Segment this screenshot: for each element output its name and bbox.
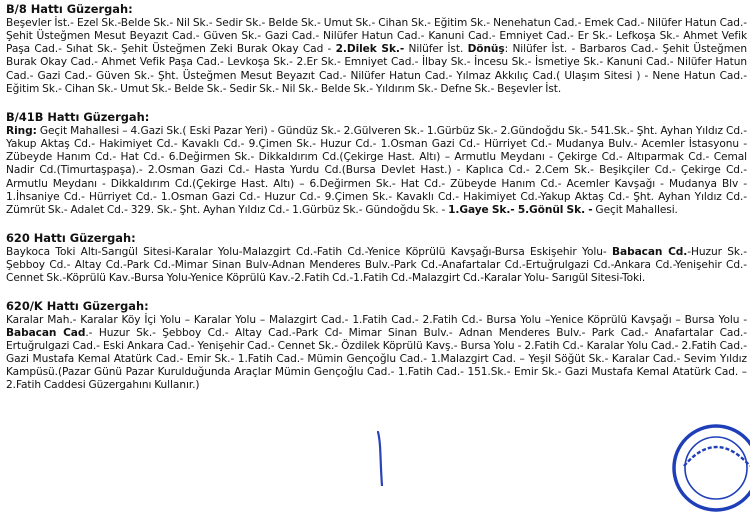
pen-mark [374, 428, 390, 486]
official-stamp [670, 422, 750, 514]
route-text: .- Huzur Sk.- Şebboy Cd.- Altay Cad.-Park Cd- Mimar Sinan Bulv.- Adnan Menderes Bulv.- Park Cad.- Anafartalar Cad.- Ertuğrulgazi Cad.- Eski Ankara Cad.- Yenişehir Cad.- Cennet Sk.- Özdilek Köprülü Kavş.- Bursa Yolu - 2.Fatih Cd.- Karalar Yolu Cad.- 2.Fatih Cad.- Gazi Mustafa Kemal Atatürk Cad.- Emir Sk.- 1.Fatih Cad.- Mümin Gençoğlu Cad.- 1.Malazgirt Cad. – Yeşil Söğüt Sk.- Karalar Cad.- Sevim Yıldız Kampüsü.(Pazar Günü Pazar Kurulduğunda Araçlar Mümin Gençoğlu Cad.- 1.Fatih Cad.- 151.Sk.- Emir Sk.- Gazi Mustafa Kemal Atatürk Cad. – 2.Fatih Caddesi Güzergahını Kullanır.) [6, 326, 747, 392]
ring-label: Ring: [6, 124, 37, 137]
route-section-620k [6, 299, 747, 393]
route-text: : Nilüfer İst. - Barbaros Cad.- Şehit Üsteğmen Burak Okay Cad.- Ahmet Vefik Paşa Cad.- Levkoşa Sk.- 2.Er Sk.- Emniyet Cad.- İlbay Sk.- İncesu Sk.- İsmetiye Sk.- Kanuni Cad.- Nilüfer Hatun Cad.- Gazi Cad.- Güven Sk.- Şht. Üsteğmen Mesut Beyazıt Cad.- Nilüfer Hatun Cad.- Yılmaz Akkılıç Cad.( Ulaşım Sitesi ) - Nene Hatun Cad.- Eğitim Sk.- Cihan Sk.- Umut Sk.- Belde Sk.- Sedir Sk.- Nil Sk.- Belde Sk.- Yıldırım Sk.- Defne Sk.- Beşevler İst. [6, 43, 748, 95]
route-section-b41b [6, 110, 747, 217]
route-highlight: 1.Gaye Sk.- 5.Gönül Sk. - [448, 203, 593, 216]
route-description [6, 246, 747, 285]
route-text: Beşevler İst.- Ezel Sk.-Belde Sk.- Nil Sk.- Sedir Sk.- Belde Sk.- Umut Sk.- Cihan Sk.- Eğitim Sk.- Nenehatun Cad.- Emek Cad.- Nilüfer Hatun Cad.- Şehit Üsteğmen Mesut Beyazıt Cad.- Güven Sk.- Gazi Cad.- Nilüfer Hatun Cad.- Kanuni Cad.- Emniyet Cad.- Er Sk.- Lefkoşa Sk.- Ahmet Vefik Paşa Cad.- Sıhat Sk.- Şehit Üsteğmen Zeki Burak Okay Cad - [6, 17, 747, 56]
route-text: -Huzur Sk.-Şebboy Cd.- Altay Cd.-Park Cd.-Mimar Sinan Bulv-Adnan Menderes Bulv.-Park Cd.-Anafartalar Cd.-Ertuğrulgazi Cd.-Ankara Cd.-Yenişehir Cd.-Cennet Sk.-Köprülü Kav.-Bursa Yolu-Yenice Köprülü Kav.-2.Fatih Cd.-1.Fatih Cd.-Malazgirt Cd.-Karalar Yolu- Sarıgül Sitesi-Toki. [6, 246, 747, 285]
route-section-b8 [6, 2, 747, 96]
route-description [6, 125, 747, 217]
return-label: Dönüş [467, 43, 505, 56]
route-description [6, 314, 747, 393]
route-text: Baykoca Toki Altı-Sarıgül Sitesi-Karalar Yolu-Malazgirt Cd.-Fatih Cd.-Yenice Köprülü Kavşağı-Bursa Eskişehir Yolu- [6, 246, 613, 259]
route-highlight: Babacan Cd. [612, 246, 688, 259]
route-description [6, 17, 747, 96]
route-section-620 [6, 231, 747, 285]
route-text: Geçit Mahallesi. [592, 203, 678, 216]
route-text: Nilüfer İst. [404, 43, 468, 56]
route-highlight: Babacan Cad [6, 326, 86, 339]
section-title: 620/K Hattı Güzergah: [6, 298, 149, 313]
route-text: Geçit Mahallesi – 4.Gazi Sk.( Eski Pazar Yeri) - Gündüz Sk.- 2.Gülveren Sk.- 1.Gürbüz Sk.- 2.Gündoğdu Sk.- 541.Sk.- Şht. Ayhan Yıldız Cd.- Yakup Aktaş Cd.- Hakimiyet Cd.- Kavaklı Cd.- 9.Çimen Sk.- Huzur Cd.- 1.Osman Gazi Cd.- Hürriyet Cd.- Mudanya Bulv.- Acemler İstasyonu - Zübeyde Hanım Cd.- Hat Cd.- 6.Değirmen Sk.- Dikkaldırım Cd.(Çekirge Hast. Altı) – Armutlu Meydanı - Çekirge Cd.- Altıparmak Cd.- Cemal Nadir Cd.(Timurtaşpaşa).- 2.Osman Gazi Cd.- Hasta Yurdu Cd.(Bursa Devlet Hast.) - Kaplıca Cd.- 2.Cem Sk.- Beşikçiler Cd.- Çekirge Cd.- Armutlu Meydanı - Dikkaldırım Cd.(Çekirge Hast. Altı) – 6.Değirmen Sk.- Hat Cd.- Zübeyde Hanım Cd.- Acemler Kavşağı - Mudanya Blv - 1.İhsaniye Cd.- Hürriyet Cd.- 1.Osman Gazi Cd.- Huzur Cd.- 9.Çimen Sk.- Kavaklı Cd.- Hakimiyet Cd.-Yakup Aktaş Cd.- Şht. Ayhan Yıldız Cd.- Zümrüt Sk.- Adalet Cd.- 329. Sk.- Şht. Ayhan Yıldız Cd.- 1.Gürbüz Sk.- Gündoğdu Sk. - [6, 124, 747, 216]
section-title: B/8 Hattı Güzergah: [6, 2, 133, 16]
route-highlight: 2.Dilek Sk.- [335, 43, 405, 56]
section-title: B/41B Hattı Güzergah: [6, 109, 150, 124]
route-text: Karalar Mah.- Karalar Köy İçi Yolu – Karalar Yolu – Malazgirt Cad.- 1.Fatih Cad.- 2.Fatih Cd.- Bursa Yolu –Yenice Köprülü Kavşağı – Bursa Yolu - [6, 313, 747, 326]
section-title: 620 Hattı Güzergah: [6, 231, 136, 246]
